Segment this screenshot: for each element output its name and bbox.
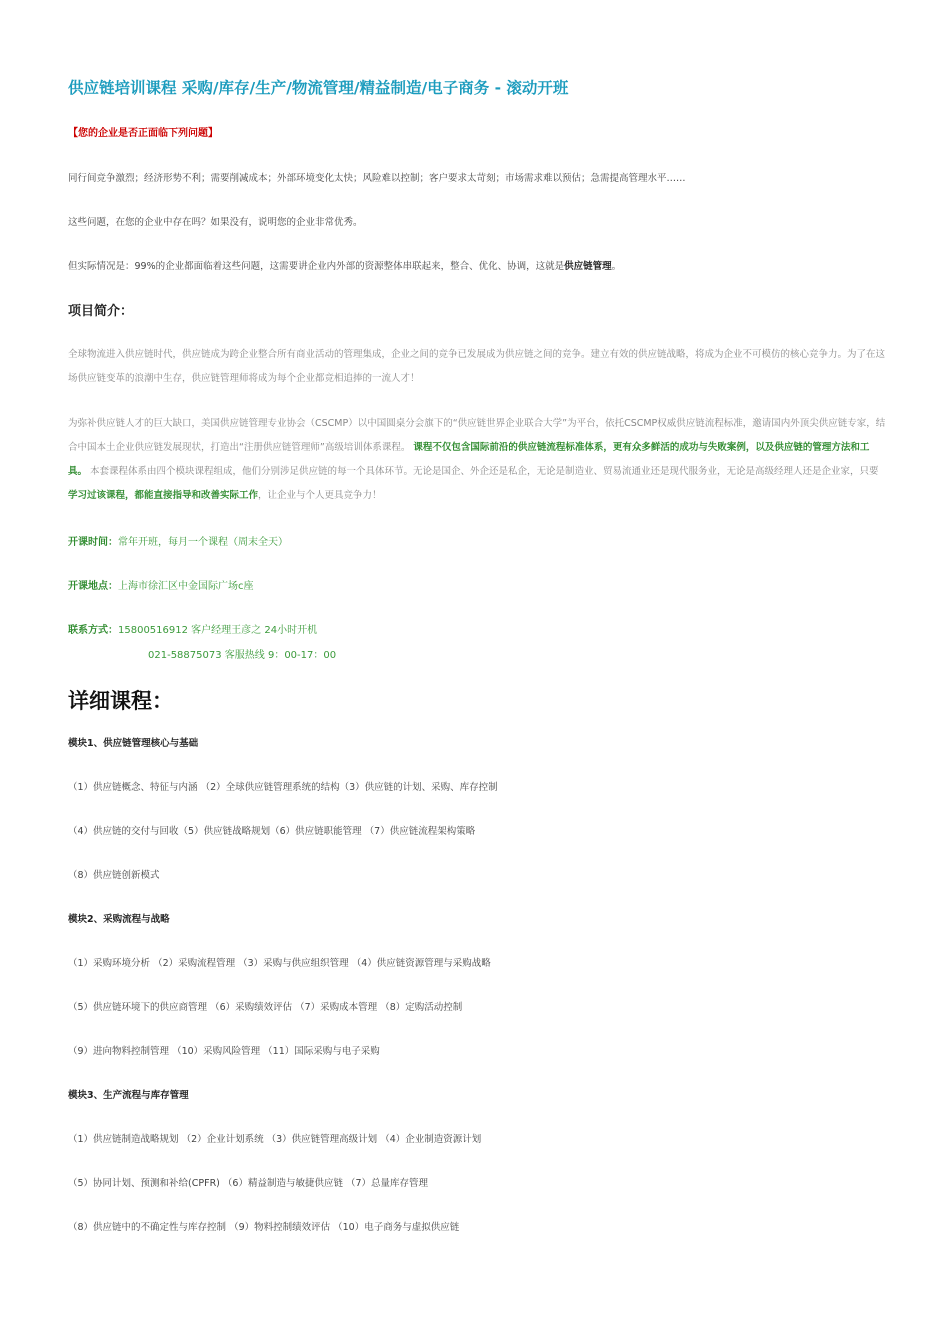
module-line: （1）供应链概念、特征与内涵 （2）全球供应链管理系统的结构（3）供应链的计划、采购、库存控制 bbox=[68, 782, 498, 793]
time-label: 开课时间： bbox=[68, 537, 118, 548]
intro-p2-a: 为弥补供应链人才的巨大缺口，美国供应链管理专业协会（CSCMP）以中国圆桌分会旗下的“供应链世界企业联合大学”为平台，依托CSCMP权威供应链流程标准，邀请国内外顶尖供应链专家，结合中国本土企业供应链发展现状，打造出“注册供应链管理师”高级培训体系课程。 bbox=[68, 418, 886, 453]
intro-p2-highlight-2: 学习过该课程，都能直接指导和改善实际工作 bbox=[68, 490, 259, 501]
reality-prefix: 但实际情况是：99%的企业都面临着这些问题，这需要讲企业内外部的资源整体串联起来，整合、优化、协调，这就是 bbox=[68, 261, 565, 272]
contact-label: 联系方式： bbox=[68, 625, 118, 636]
intro-p2-c: 本套课程体系由四个模块课程组成，他们分别涉足供应链的每一个具体环节。无论是国企、外企还是私企，无论是制造业、贸易流通业还是现代服务业，无论是高级经理人还是企业家，只要 bbox=[90, 466, 879, 477]
intro-paragraph-1: 全球物流进入供应链时代，供应链成为跨企业整合所有商业活动的管理集成，企业之间的竞争已发展成为供应链之间的竞争。建立有效的供应链战略，将成为企业不可模仿的核心竞争力。为了在这场供应链变革的浪潮中生存，供应链管理师将成为每个企业都竞相追捧的一流人才！ bbox=[68, 349, 886, 384]
reality-paragraph bbox=[68, 255, 888, 278]
question-heading: 【您的企业是否正面临下列问题】 bbox=[68, 128, 218, 139]
module-line: （1）采购环境分析 （2）采购流程管理 （3）采购与供应组织管理 （4）供应链资源管理与采购战略 bbox=[68, 958, 491, 969]
time-value: 常年开班，每月一个课程（周末全天） bbox=[118, 537, 288, 548]
question-paragraph: 这些问题，在您的企业中存在吗？如果没有，说明您的企业非常优秀。 bbox=[68, 217, 363, 228]
place-value: 上海市徐汇区中金国际广场c座 bbox=[118, 581, 254, 592]
intro-p2-e: ，让企业与个人更具竞争力！ bbox=[258, 490, 382, 501]
course-place bbox=[68, 575, 888, 598]
module-line: （5）协同计划、预测和补给(CPFR) （6）精益制造与敏捷供应链 （7）总量库存管理 bbox=[68, 1178, 429, 1189]
contact-info bbox=[68, 619, 888, 642]
module-title: 模块1、供应链管理核心与基础 bbox=[68, 738, 199, 749]
module-line: （8）供应链创新模式 bbox=[68, 870, 160, 881]
module-line: （5）供应链环境下的供应商管理 （6）采购绩效评估 （7）采购成本管理 （8）定购活动控制 bbox=[68, 1002, 463, 1013]
intro-paragraph-2 bbox=[68, 412, 888, 508]
intro-p2-highlight: 课程不仅包含国际前沿的供应链流程标准体系，更有众多鲜活的成功与失败案例，以及供应链的管理方法和工具。 bbox=[68, 442, 870, 477]
module-line: （9）进向物料控制管理 （10）采购风险管理 （11）国际采购与电子采购 bbox=[68, 1046, 380, 1057]
problems-paragraph: 同行间竞争激烈；经济形势不利；需要削减成本；外部环境变化太快；风险难以控制；客户要求太苛刻；市场需求难以预估；急需提高管理水平…… bbox=[68, 173, 686, 184]
contact-line-1: 15800516912 客户经理王彦之 24小时开机 bbox=[118, 625, 318, 636]
module-title: 模块3、生产流程与库存管理 bbox=[68, 1090, 189, 1101]
module-line: （8）供应链中的不确定性与库存控制 （9）物料控制绩效评估 （10）电子商务与虚拟供应链 bbox=[68, 1222, 460, 1233]
place-label: 开课地点： bbox=[68, 581, 118, 592]
page-title: 供应链培训课程 采购/库存/生产/物流管理/精益制造/电子商务 - 滚动开班 bbox=[68, 79, 569, 97]
module-title: 模块2、采购流程与战略 bbox=[68, 914, 170, 925]
contact-line-2-row bbox=[148, 644, 888, 667]
reality-suffix: 。 bbox=[611, 261, 622, 272]
module-line: （1）供应链制造战略规划 （2）企业计划系统 （3）供应链管理高级计划 （4）企业制造资源计划 bbox=[68, 1134, 482, 1145]
intro-heading: 项目简介： bbox=[68, 304, 134, 319]
contact-line-2: 021-58875073 客服热线 9：00-17：00 bbox=[148, 650, 337, 661]
course-time bbox=[68, 531, 888, 554]
detail-heading: 详细课程： bbox=[68, 689, 173, 713]
module-line: （4）供应链的交付与回收（5）供应链战略规划（6）供应链职能管理 （7）供应链流程架构策略 bbox=[68, 826, 476, 837]
reality-bold: 供应链管理 bbox=[564, 261, 612, 272]
